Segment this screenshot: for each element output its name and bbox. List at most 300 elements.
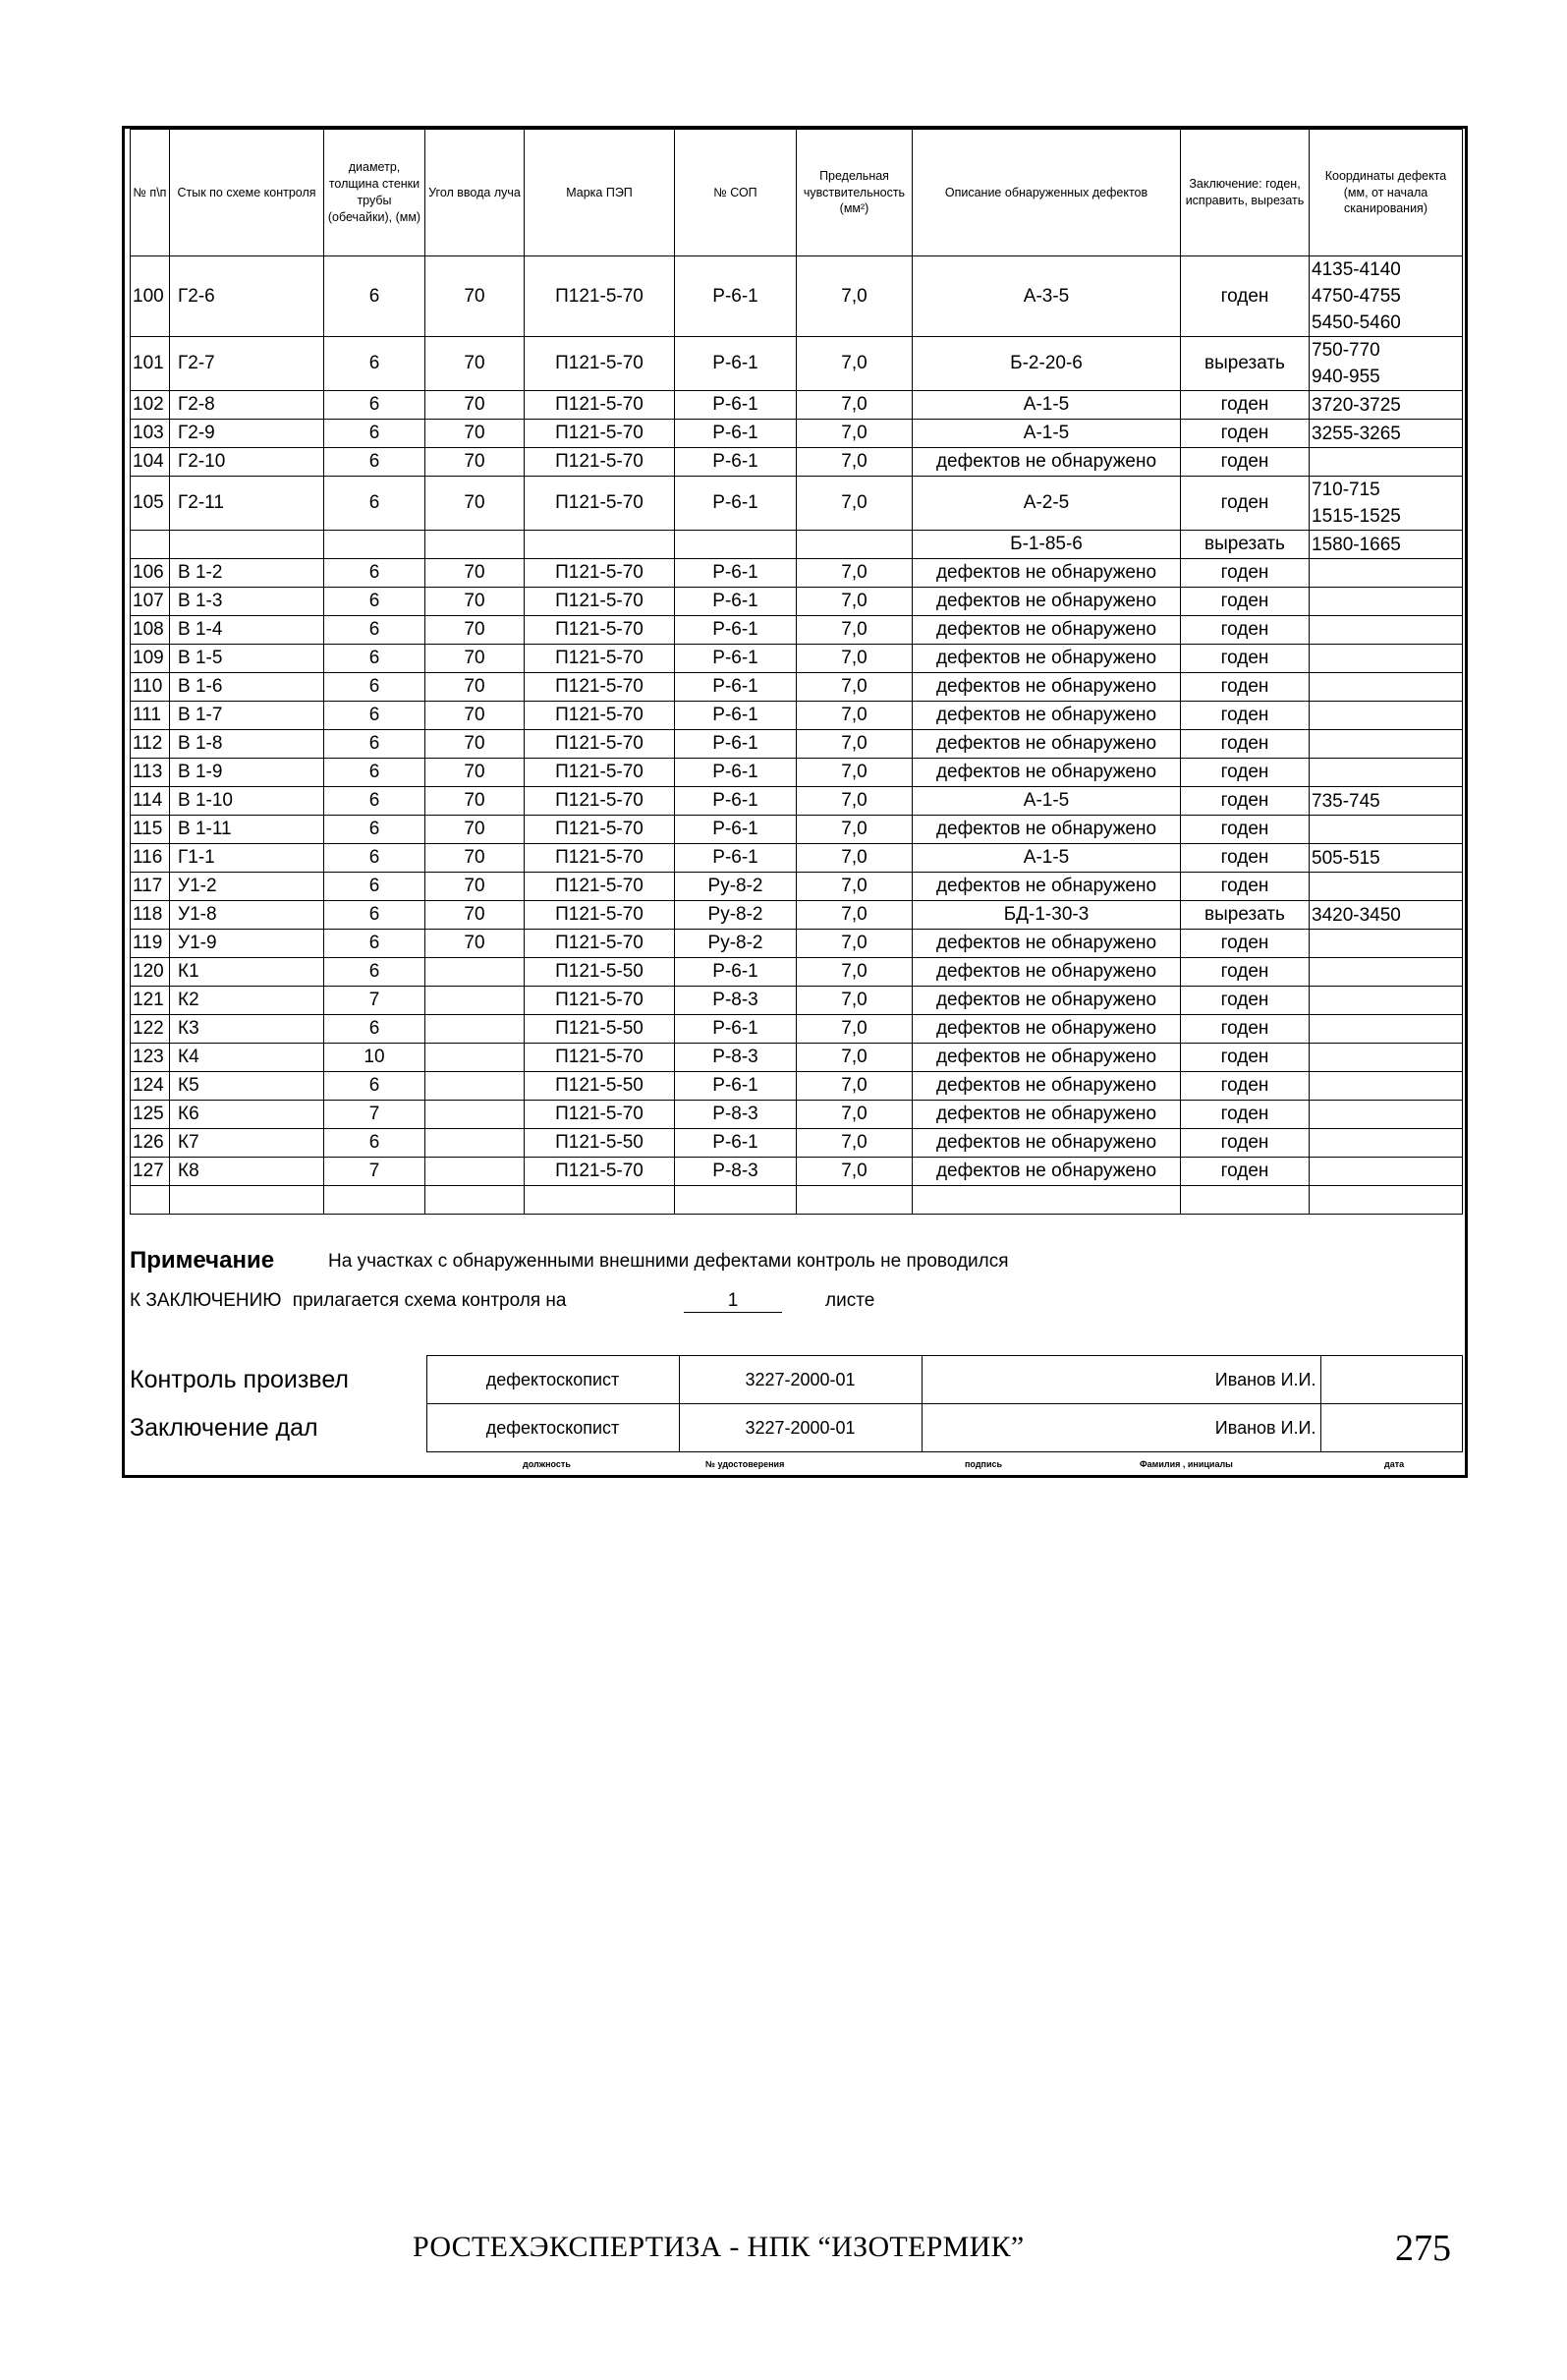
row-number: 116 xyxy=(131,844,170,873)
beam-angle: 70 xyxy=(425,588,525,616)
row-number: 107 xyxy=(131,588,170,616)
wall-thickness xyxy=(324,1186,425,1215)
wall-thickness: 6 xyxy=(324,588,425,616)
table-row xyxy=(131,1186,1463,1215)
row-number: 114 xyxy=(131,787,170,816)
column-header: Предельная чувствительность (мм²) xyxy=(797,130,913,256)
procedure-number xyxy=(675,1186,797,1215)
table-row xyxy=(131,391,1463,420)
table-body xyxy=(131,256,1463,1215)
wall-thickness: 6 xyxy=(324,616,425,645)
inspection-results-table xyxy=(130,129,1463,1215)
defect-description: А-1-5 xyxy=(913,787,1181,816)
beam-angle xyxy=(425,1158,525,1186)
transducer-model: П121-5-70 xyxy=(525,787,675,816)
beam-angle: 70 xyxy=(425,477,525,531)
table-row xyxy=(131,873,1463,901)
joint-id: К4 xyxy=(170,1044,324,1072)
wall-thickness: 6 xyxy=(324,420,425,448)
sensitivity: 7,0 xyxy=(797,337,913,391)
sensitivity: 7,0 xyxy=(797,1044,913,1072)
wall-thickness: 6 xyxy=(324,844,425,873)
sensitivity: 7,0 xyxy=(797,987,913,1015)
procedure-number: Ру-8-2 xyxy=(675,930,797,958)
table-row xyxy=(131,531,1463,559)
verdict: годен xyxy=(1181,987,1310,1015)
defect-description: А-2-5 xyxy=(913,477,1181,531)
verdict: годен xyxy=(1181,448,1310,477)
row-number: 115 xyxy=(131,816,170,844)
wall-thickness: 6 xyxy=(324,256,425,337)
defect-coordinates xyxy=(1310,844,1463,873)
joint-id: У1-8 xyxy=(170,901,324,930)
row-number: 109 xyxy=(131,645,170,673)
joint-id: К2 xyxy=(170,987,324,1015)
table-row xyxy=(131,702,1463,730)
transducer-model xyxy=(525,1186,675,1215)
sensitivity: 7,0 xyxy=(797,256,913,337)
table-row xyxy=(131,930,1463,958)
caption-certificate: № удостоверения xyxy=(705,1459,785,1469)
defect-coordinates xyxy=(1310,391,1463,420)
defect-coordinates xyxy=(1310,477,1463,531)
row-number: 105 xyxy=(131,477,170,531)
defect-description: дефектов не обнаружено xyxy=(913,930,1181,958)
verdict: годен xyxy=(1181,616,1310,645)
procedure-number: Р-8-3 xyxy=(675,1044,797,1072)
wall-thickness: 6 xyxy=(324,391,425,420)
table-row xyxy=(131,787,1463,816)
verdict: годен xyxy=(1181,645,1310,673)
procedure-number: Р-8-3 xyxy=(675,1101,797,1129)
row-number: 111 xyxy=(131,702,170,730)
transducer-model: П121-5-50 xyxy=(525,1015,675,1044)
procedure-number: Р-6-1 xyxy=(675,844,797,873)
table-row xyxy=(131,958,1463,987)
row-number: 100 xyxy=(131,256,170,337)
row-number xyxy=(131,531,170,559)
transducer-model: П121-5-70 xyxy=(525,1044,675,1072)
signature-position: дефектоскопист xyxy=(426,1356,679,1404)
procedure-number: Р-6-1 xyxy=(675,787,797,816)
sensitivity: 7,0 xyxy=(797,901,913,930)
beam-angle: 70 xyxy=(425,391,525,420)
verdict: годен xyxy=(1181,477,1310,531)
transducer-model xyxy=(525,531,675,559)
defect-description: дефектов не обнаружено xyxy=(913,616,1181,645)
signature-position: дефектоскопист xyxy=(426,1404,679,1452)
table-row xyxy=(131,844,1463,873)
transducer-model: П121-5-70 xyxy=(525,844,675,873)
sensitivity: 7,0 xyxy=(797,1129,913,1158)
row-number: 125 xyxy=(131,1101,170,1129)
row-number: 104 xyxy=(131,448,170,477)
verdict: годен xyxy=(1181,1129,1310,1158)
wall-thickness: 6 xyxy=(324,759,425,787)
verdict: годен xyxy=(1181,844,1310,873)
defect-coordinates xyxy=(1310,730,1463,759)
procedure-number: Р-6-1 xyxy=(675,730,797,759)
row-number xyxy=(131,1186,170,1215)
verdict: годен xyxy=(1181,673,1310,702)
transducer-model: П121-5-70 xyxy=(525,448,675,477)
wall-thickness: 6 xyxy=(324,645,425,673)
table-row xyxy=(131,759,1463,787)
beam-angle: 70 xyxy=(425,930,525,958)
verdict: годен xyxy=(1181,873,1310,901)
transducer-model: П121-5-50 xyxy=(525,958,675,987)
column-header: Координаты дефекта (мм, от начала сканирования) xyxy=(1310,130,1463,256)
verdict: годен xyxy=(1181,588,1310,616)
sensitivity: 7,0 xyxy=(797,477,913,531)
joint-id: Г2-7 xyxy=(170,337,324,391)
defect-coordinates xyxy=(1310,1158,1463,1186)
row-number: 127 xyxy=(131,1158,170,1186)
remark-text: На участках с обнаруженными внешними дефектами контроль не проводился xyxy=(328,1251,1009,1272)
row-number: 106 xyxy=(131,559,170,588)
coordinate-range: 4750-4755 xyxy=(1312,286,1401,307)
defect-description: дефектов не обнаружено xyxy=(913,702,1181,730)
table-row xyxy=(131,1072,1463,1101)
joint-id: Г2-8 xyxy=(170,391,324,420)
coordinate-range: 1580-1665 xyxy=(1312,534,1401,555)
joint-id: К7 xyxy=(170,1129,324,1158)
transducer-model: П121-5-50 xyxy=(525,1129,675,1158)
defect-description: Б-2-20-6 xyxy=(913,337,1181,391)
wall-thickness: 6 xyxy=(324,1015,425,1044)
coordinate-range: 3420-3450 xyxy=(1312,904,1401,926)
row-number: 117 xyxy=(131,873,170,901)
transducer-model: П121-5-70 xyxy=(525,759,675,787)
procedure-number xyxy=(675,531,797,559)
defect-coordinates xyxy=(1310,901,1463,930)
procedure-number: Ру-8-2 xyxy=(675,901,797,930)
transducer-model: П121-5-70 xyxy=(525,730,675,759)
beam-angle xyxy=(425,1072,525,1101)
defect-description: дефектов не обнаружено xyxy=(913,1158,1181,1186)
defect-coordinates xyxy=(1310,1072,1463,1101)
beam-angle: 70 xyxy=(425,759,525,787)
joint-id: В 1-4 xyxy=(170,616,324,645)
defect-description: дефектов не обнаружено xyxy=(913,987,1181,1015)
joint-id: Г2-9 xyxy=(170,420,324,448)
sensitivity: 7,0 xyxy=(797,816,913,844)
joint-id: Г2-10 xyxy=(170,448,324,477)
defect-description: дефектов не обнаружено xyxy=(913,448,1181,477)
defect-coordinates xyxy=(1310,1129,1463,1158)
remark-label: Примечание xyxy=(130,1247,275,1274)
caption-date: дата xyxy=(1384,1459,1405,1469)
wall-thickness: 6 xyxy=(324,337,425,391)
beam-angle: 70 xyxy=(425,901,525,930)
defect-description: дефектов не обнаружено xyxy=(913,730,1181,759)
procedure-number: Р-8-3 xyxy=(675,987,797,1015)
sensitivity: 7,0 xyxy=(797,645,913,673)
defect-coordinates xyxy=(1310,787,1463,816)
table-row xyxy=(131,337,1463,391)
procedure-number: Р-6-1 xyxy=(675,256,797,337)
defect-description: дефектов не обнаружено xyxy=(913,673,1181,702)
beam-angle xyxy=(425,1129,525,1158)
defect-description: дефектов не обнаружено xyxy=(913,1101,1181,1129)
sensitivity: 7,0 xyxy=(797,1072,913,1101)
transducer-model: П121-5-70 xyxy=(525,588,675,616)
wall-thickness: 6 xyxy=(324,958,425,987)
wall-thickness: 6 xyxy=(324,930,425,958)
coordinate-range: 4135-4140 xyxy=(1312,259,1401,280)
row-number: 113 xyxy=(131,759,170,787)
defect-description: дефектов не обнаружено xyxy=(913,816,1181,844)
sensitivity: 7,0 xyxy=(797,1101,913,1129)
column-header: № СОП xyxy=(675,130,797,256)
sensitivity: 7,0 xyxy=(797,1015,913,1044)
verdict: годен xyxy=(1181,759,1310,787)
defect-coordinates xyxy=(1310,1186,1463,1215)
defect-coordinates xyxy=(1310,448,1463,477)
joint-id: Г2-6 xyxy=(170,256,324,337)
procedure-number: Р-6-1 xyxy=(675,1015,797,1044)
joint-id: К3 xyxy=(170,1015,324,1044)
verdict: годен xyxy=(1181,559,1310,588)
sensitivity: 7,0 xyxy=(797,930,913,958)
sensitivity: 7,0 xyxy=(797,673,913,702)
transducer-model: П121-5-70 xyxy=(525,477,675,531)
coordinate-range: 750-770 xyxy=(1312,340,1380,361)
attachment-sheet-count: 1 xyxy=(727,1290,739,1311)
caption-signature: подпись xyxy=(965,1459,1003,1469)
defect-coordinates xyxy=(1310,816,1463,844)
verdict: годен xyxy=(1181,391,1310,420)
table-row xyxy=(131,1101,1463,1129)
table-row xyxy=(131,1158,1463,1186)
row-number: 121 xyxy=(131,987,170,1015)
defect-coordinates xyxy=(1310,420,1463,448)
sensitivity: 7,0 xyxy=(797,873,913,901)
wall-thickness: 7 xyxy=(324,1158,425,1186)
table-row xyxy=(131,730,1463,759)
transducer-model: П121-5-70 xyxy=(525,873,675,901)
defect-description: дефектов не обнаружено xyxy=(913,1044,1181,1072)
signature-date xyxy=(1320,1356,1462,1404)
defect-coordinates xyxy=(1310,873,1463,901)
procedure-number: Р-6-1 xyxy=(675,759,797,787)
row-number: 101 xyxy=(131,337,170,391)
table-row xyxy=(131,1129,1463,1158)
wall-thickness: 6 xyxy=(324,816,425,844)
transducer-model: П121-5-70 xyxy=(525,930,675,958)
caption-name: Фамилия , инициалы xyxy=(1140,1459,1233,1469)
procedure-number: Р-6-1 xyxy=(675,673,797,702)
defect-coordinates xyxy=(1310,759,1463,787)
transducer-model: П121-5-70 xyxy=(525,616,675,645)
defect-coordinates xyxy=(1310,958,1463,987)
row-number: 126 xyxy=(131,1129,170,1158)
table-header-row xyxy=(131,130,1463,256)
footer-title: РОСТЕХЭКСПЕРТИЗА - НПК “ИЗОТЕРМИК” xyxy=(413,2231,1025,2263)
defect-coordinates xyxy=(1310,987,1463,1015)
defect-description: дефектов не обнаружено xyxy=(913,645,1181,673)
wall-thickness: 10 xyxy=(324,1044,425,1072)
wall-thickness xyxy=(324,531,425,559)
wall-thickness: 6 xyxy=(324,673,425,702)
beam-angle xyxy=(425,531,525,559)
defect-coordinates xyxy=(1310,337,1463,391)
defect-coordinates xyxy=(1310,1044,1463,1072)
row-number: 103 xyxy=(131,420,170,448)
transducer-model: П121-5-70 xyxy=(525,987,675,1015)
transducer-model: П121-5-70 xyxy=(525,901,675,930)
transducer-model: П121-5-70 xyxy=(525,1158,675,1186)
joint-id: К6 xyxy=(170,1101,324,1129)
beam-angle: 70 xyxy=(425,256,525,337)
transducer-model: П121-5-70 xyxy=(525,256,675,337)
beam-angle: 70 xyxy=(425,645,525,673)
defect-coordinates xyxy=(1310,645,1463,673)
procedure-number: Р-6-1 xyxy=(675,1072,797,1101)
column-header: Описание обнаруженных дефектов xyxy=(913,130,1181,256)
attachment-prefix: К ЗАКЛЮЧЕНИЮ xyxy=(130,1290,282,1311)
sensitivity: 7,0 xyxy=(797,787,913,816)
wall-thickness: 6 xyxy=(324,1129,425,1158)
verdict: годен xyxy=(1181,1072,1310,1101)
row-number: 122 xyxy=(131,1015,170,1044)
wall-thickness: 6 xyxy=(324,901,425,930)
beam-angle xyxy=(425,1044,525,1072)
sensitivity: 7,0 xyxy=(797,730,913,759)
verdict: вырезать xyxy=(1181,337,1310,391)
procedure-number: Р-6-1 xyxy=(675,588,797,616)
procedure-number: Р-6-1 xyxy=(675,702,797,730)
table-row xyxy=(131,588,1463,616)
sensitivity: 7,0 xyxy=(797,420,913,448)
sensitivity: 7,0 xyxy=(797,588,913,616)
table-row xyxy=(131,901,1463,930)
joint-id: У1-9 xyxy=(170,930,324,958)
wall-thickness: 7 xyxy=(324,987,425,1015)
defect-coordinates xyxy=(1310,559,1463,588)
row-number: 118 xyxy=(131,901,170,930)
verdict: вырезать xyxy=(1181,531,1310,559)
signature-certificate: 3227-2000-01 xyxy=(679,1404,922,1452)
verdict: годен xyxy=(1181,1158,1310,1186)
defect-description: дефектов не обнаружено xyxy=(913,873,1181,901)
column-header: Угол ввода луча xyxy=(425,130,525,256)
joint-id: Г1-1 xyxy=(170,844,324,873)
defect-description: дефектов не обнаружено xyxy=(913,1072,1181,1101)
column-header: Марка ПЭП xyxy=(525,130,675,256)
row-number: 124 xyxy=(131,1072,170,1101)
joint-id: В 1-10 xyxy=(170,787,324,816)
beam-angle xyxy=(425,1015,525,1044)
beam-angle xyxy=(425,987,525,1015)
defect-description: А-3-5 xyxy=(913,256,1181,337)
wall-thickness: 6 xyxy=(324,730,425,759)
procedure-number: Р-6-1 xyxy=(675,1129,797,1158)
table-row xyxy=(131,477,1463,531)
beam-angle: 70 xyxy=(425,816,525,844)
verdict: вырезать xyxy=(1181,901,1310,930)
attachment-text: прилагается схема контроля на xyxy=(292,1290,567,1311)
wall-thickness: 6 xyxy=(324,1072,425,1101)
sensitivity xyxy=(797,1186,913,1215)
sensitivity: 7,0 xyxy=(797,958,913,987)
beam-angle: 70 xyxy=(425,337,525,391)
verdict: годен xyxy=(1181,1015,1310,1044)
joint-id: В 1-11 xyxy=(170,816,324,844)
table-row xyxy=(131,616,1463,645)
caption-position: должность xyxy=(523,1459,571,1469)
joint-id: К1 xyxy=(170,958,324,987)
wall-thickness: 6 xyxy=(324,702,425,730)
row-number: 102 xyxy=(131,391,170,420)
signature-name: Иванов И.И. xyxy=(922,1356,1320,1404)
sensitivity xyxy=(797,531,913,559)
signatures-table xyxy=(130,1355,1463,1452)
column-header: Стык по схеме контроля xyxy=(170,130,324,256)
defect-coordinates xyxy=(1310,588,1463,616)
transducer-model: П121-5-70 xyxy=(525,702,675,730)
defect-description: дефектов не обнаружено xyxy=(913,759,1181,787)
verdict: годен xyxy=(1181,256,1310,337)
beam-angle: 70 xyxy=(425,559,525,588)
joint-id: В 1-6 xyxy=(170,673,324,702)
transducer-model: П121-5-70 xyxy=(525,391,675,420)
defect-description: дефектов не обнаружено xyxy=(913,559,1181,588)
signature-date xyxy=(1320,1404,1462,1452)
sensitivity: 7,0 xyxy=(797,391,913,420)
defect-coordinates xyxy=(1310,616,1463,645)
transducer-model: П121-5-70 xyxy=(525,645,675,673)
row-number: 120 xyxy=(131,958,170,987)
transducer-model: П121-5-70 xyxy=(525,337,675,391)
table-row xyxy=(131,645,1463,673)
joint-id: В 1-3 xyxy=(170,588,324,616)
beam-angle: 70 xyxy=(425,787,525,816)
table-row xyxy=(131,673,1463,702)
verdict: годен xyxy=(1181,930,1310,958)
defect-description xyxy=(913,1186,1181,1215)
verdict xyxy=(1181,1186,1310,1215)
verdict: годен xyxy=(1181,1101,1310,1129)
verdict: годен xyxy=(1181,420,1310,448)
beam-angle: 70 xyxy=(425,673,525,702)
defect-coordinates xyxy=(1310,531,1463,559)
defect-description: Б-1-85-6 xyxy=(913,531,1181,559)
procedure-number: Ру-8-2 xyxy=(675,873,797,901)
beam-angle xyxy=(425,958,525,987)
beam-angle: 70 xyxy=(425,420,525,448)
table-row xyxy=(131,559,1463,588)
sensitivity: 7,0 xyxy=(797,702,913,730)
defect-coordinates xyxy=(1310,702,1463,730)
beam-angle: 70 xyxy=(425,702,525,730)
transducer-model: П121-5-70 xyxy=(525,673,675,702)
coordinate-range: 710-715 xyxy=(1312,480,1380,500)
column-header: Заключение: годен, исправить, вырезать xyxy=(1181,130,1310,256)
table-row xyxy=(131,1044,1463,1072)
attachment-suffix: листе xyxy=(825,1290,875,1311)
procedure-number: Р-6-1 xyxy=(675,420,797,448)
defect-description: БД-1-30-3 xyxy=(913,901,1181,930)
sensitivity: 7,0 xyxy=(797,448,913,477)
defect-description: дефектов не обнаружено xyxy=(913,1129,1181,1158)
defect-coordinates xyxy=(1310,256,1463,337)
joint-id: У1-2 xyxy=(170,873,324,901)
sensitivity: 7,0 xyxy=(797,559,913,588)
signature-name: Иванов И.И. xyxy=(922,1404,1320,1452)
coordinate-range: 3255-3265 xyxy=(1312,423,1401,444)
page-number: 275 xyxy=(1395,2228,1451,2269)
